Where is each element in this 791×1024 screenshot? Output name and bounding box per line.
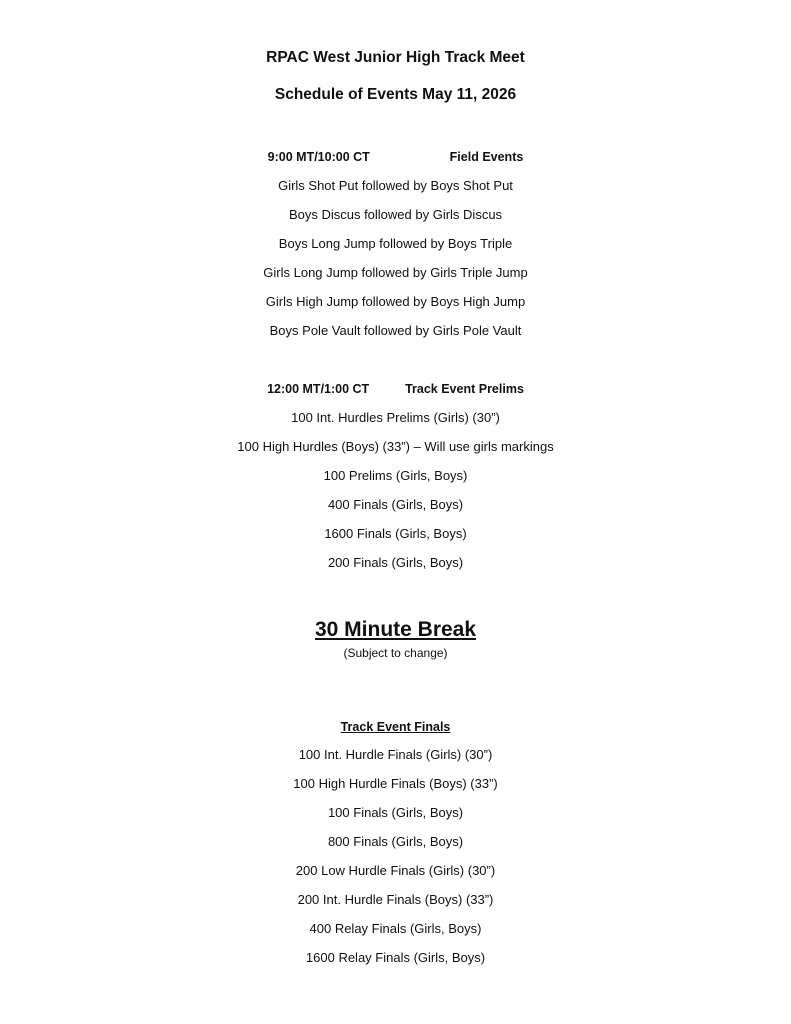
track-final-item: 400 Relay Finals (Girls, Boys) [309,921,482,936]
field-events-time: 9:00 MT/10:00 CT [267,150,370,164]
field-event-item: Girls Long Jump followed by Girls Triple Jump [263,265,528,280]
track-final-item: 200 Low Hurdle Finals (Girls) (30”) [295,863,496,878]
field-event-item: Boys Discus followed by Girls Discus [288,207,503,222]
track-prelim-item: 200 Finals (Girls, Boys) [327,555,464,570]
track-final-item: 100 Int. Hurdle Finals (Girls) (30”) [298,747,493,762]
break-subtitle: (Subject to change) [343,646,448,660]
track-final-item: 800 Finals (Girls, Boys) [327,834,464,849]
break-title: 30 Minute Break [314,618,477,641]
track-prelims-label: Track Event Prelims [405,382,524,396]
track-prelim-item: 100 Prelims (Girls, Boys) [323,468,468,483]
track-finals-header: Track Event Finals [340,720,451,734]
track-prelim-item: 100 High Hurdles (Boys) (33”) – Will use girls markings [237,439,554,454]
track-prelim-item: 400 Finals (Girls, Boys) [327,497,464,512]
track-final-item: 1600 Relay Finals (Girls, Boys) [305,950,486,965]
field-event-item: Boys Long Jump followed by Boys Triple [278,236,513,251]
track-prelims-header [0,381,791,397]
track-final-item: 200 Int. Hurdle Finals (Boys) (33”) [297,892,494,907]
track-final-item: 100 High Hurdle Finals (Boys) (33”) [293,776,498,791]
field-events-label: Field Events [449,150,524,164]
field-event-item: Girls High Jump followed by Boys High Jump [265,294,526,309]
field-event-item: Boys Pole Vault followed by Girls Pole Vault [269,323,522,338]
document-subtitle: Schedule of Events May 11, 2026 [274,86,517,103]
track-prelim-item: 1600 Finals (Girls, Boys) [324,526,467,541]
field-events-header [0,149,791,165]
document-title: RPAC West Junior High Track Meet [266,49,525,66]
track-prelims-time: 12:00 MT/1:00 CT [267,382,370,396]
track-prelim-item: 100 Int. Hurdles Prelims (Girls) (30”) [291,410,500,425]
field-event-item: Girls Shot Put followed by Boys Shot Put [278,178,513,193]
track-final-item: 100 Finals (Girls, Boys) [327,805,464,820]
